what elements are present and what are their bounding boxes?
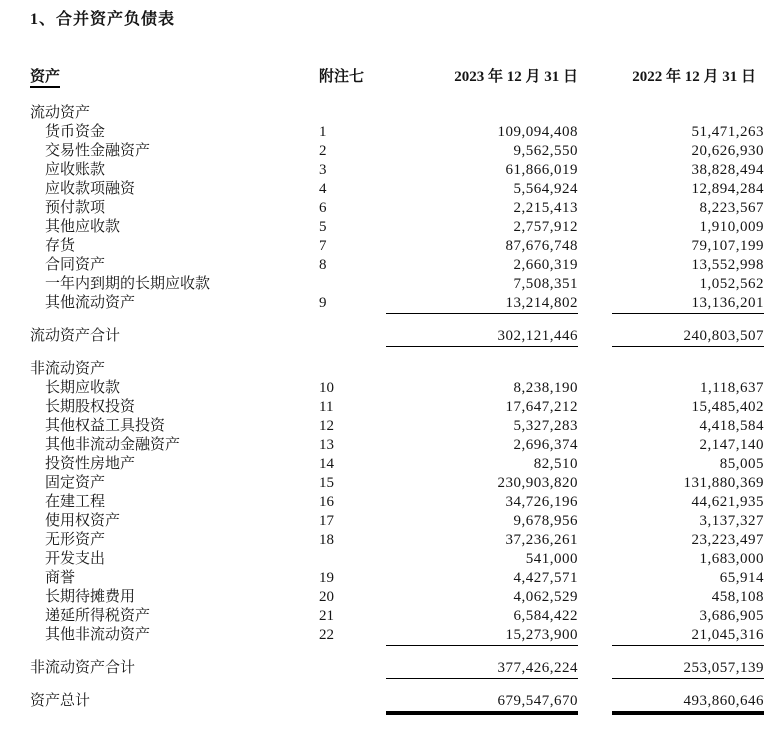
value-2022-cell: [578, 256, 764, 275]
value-2023-cell: [365, 659, 578, 679]
value-2023: 2,660,319: [513, 257, 578, 273]
value-2022: 458,108: [711, 589, 764, 605]
value-2022-cell: [578, 379, 764, 398]
value-2022: 44,621,935: [691, 494, 764, 510]
value-2022: 12,894,284: [691, 181, 764, 197]
value-2023: 2,696,374: [513, 437, 578, 453]
note-number: [315, 275, 365, 294]
value-2022: 1,052,562: [699, 276, 764, 292]
row-label: 其他流动资产: [45, 295, 136, 311]
value-2022-cell: [578, 161, 764, 180]
note-number: 7: [319, 238, 327, 254]
table-row: [30, 199, 764, 218]
table-header-row: [30, 66, 764, 88]
table-row: [30, 123, 764, 142]
row-label: 固定资产: [45, 475, 106, 491]
row-label: 应收账款: [45, 162, 106, 178]
row-label: 其他应收款: [45, 219, 121, 235]
row-label: 在建工程: [45, 494, 106, 510]
value-2022: 1,910,009: [699, 219, 764, 235]
column-header-2023: 2023 年 12 月 31 日: [454, 69, 578, 85]
value-2023: 679,547,670: [386, 692, 578, 715]
table-row: [30, 531, 764, 550]
value-2023: 87,676,748: [505, 238, 578, 254]
value-2022-cell: [578, 199, 764, 218]
note-number: 18: [319, 532, 334, 548]
row-label: 投资性房地产: [45, 456, 136, 472]
note-number: 9: [319, 295, 327, 311]
column-header-assets: 资产: [30, 69, 60, 88]
note-number: 5: [319, 219, 327, 235]
total-row: [30, 659, 764, 678]
row-label: 应收款项融资: [45, 181, 136, 197]
value-2023: 5,564,924: [513, 181, 578, 197]
row-label: 非流动资产合计: [30, 660, 136, 676]
value-2022-cell: [578, 607, 764, 626]
value-2023: 13,214,802: [386, 294, 578, 314]
value-2022: 3,137,327: [699, 513, 764, 529]
value-2023-cell: [365, 398, 578, 417]
row-label: 交易性金融资产: [45, 143, 151, 159]
value-2022-cell: [578, 455, 764, 474]
value-2022: [612, 360, 764, 379]
column-header-assets-cell: [30, 66, 315, 88]
value-2023-cell: [365, 531, 578, 550]
value-2022: 1,118,637: [700, 380, 764, 396]
table-row: [30, 626, 764, 645]
note-number: [315, 327, 365, 347]
value-2022-cell: [578, 626, 764, 646]
value-2022: 23,223,497: [691, 532, 764, 548]
value-2022-cell: [578, 123, 764, 142]
table-row: [30, 180, 764, 199]
value-2023: 37,236,261: [505, 532, 578, 548]
value-2023: 4,062,529: [513, 589, 578, 605]
value-2023-cell: [365, 692, 578, 715]
note-number: 13: [319, 437, 334, 453]
table-row: [30, 237, 764, 256]
table-body: [30, 104, 764, 711]
value-2022: 20,626,930: [691, 143, 764, 159]
value-2022-cell: [578, 398, 764, 417]
row-label: 商誉: [45, 570, 76, 586]
table-row: [30, 607, 764, 626]
value-2022-cell: [578, 275, 764, 294]
value-2023: 109,094,408: [497, 124, 578, 140]
value-2023: 302,121,446: [386, 327, 578, 347]
row-label: 递延所得税资产: [45, 608, 151, 624]
value-2022-cell: [578, 327, 764, 347]
table-row: [30, 493, 764, 512]
row-label: 其他非流动资产: [45, 627, 151, 643]
value-2023-cell: [365, 550, 578, 569]
value-2023-cell: [365, 417, 578, 436]
value-2022-cell: [578, 659, 764, 679]
value-2022: 85,005: [719, 456, 764, 472]
value-2022: 15,485,402: [691, 399, 764, 415]
row-gap: [30, 313, 764, 327]
value-2022: 253,057,139: [612, 659, 764, 679]
value-2023: 6,584,422: [513, 608, 578, 624]
value-2022-cell: [578, 588, 764, 607]
value-2023: 377,426,224: [386, 659, 578, 679]
value-2023-cell: [365, 379, 578, 398]
value-2023: 15,273,900: [386, 626, 578, 646]
table-row: [30, 398, 764, 417]
value-2022: 65,914: [719, 570, 764, 586]
section-header-row: [30, 360, 764, 379]
value-2022: 2,147,140: [699, 437, 764, 453]
value-2023: 9,562,550: [513, 143, 578, 159]
value-2022-cell: [578, 531, 764, 550]
value-2023-cell: [365, 180, 578, 199]
value-2022-cell: [578, 218, 764, 237]
value-2023: [386, 104, 578, 123]
value-2022: 131,880,369: [683, 475, 764, 491]
note-number: 11: [319, 399, 334, 415]
note-number: 20: [319, 589, 334, 605]
value-2022: 493,860,646: [612, 692, 764, 715]
note-number: [315, 659, 365, 679]
value-2023: 541,000: [525, 551, 578, 567]
total-row: [30, 327, 764, 346]
value-2023-cell: [365, 256, 578, 275]
value-2022-cell: [578, 237, 764, 256]
table-row: [30, 379, 764, 398]
row-label: 长期股权投资: [45, 399, 136, 415]
value-2023-cell: [365, 142, 578, 161]
row-label: 资产总计: [30, 693, 91, 709]
value-2023-cell: [365, 218, 578, 237]
table-row: [30, 256, 764, 275]
note-number: 22: [319, 627, 334, 643]
note-number: 19: [319, 570, 334, 586]
column-header-2022: 2022 年 12 月 31 日: [632, 69, 756, 85]
value-2022-cell: [578, 180, 764, 199]
value-2023-cell: [365, 327, 578, 347]
value-2023-cell: [365, 607, 578, 626]
note-number: 17: [319, 513, 334, 529]
value-2023: 61,866,019: [505, 162, 578, 178]
value-2022-cell: [578, 142, 764, 161]
value-2023-cell: [365, 199, 578, 218]
page-title: 1、合并资产负债表: [30, 11, 176, 28]
value-2023-cell: [365, 455, 578, 474]
value-2022: 38,828,494: [691, 162, 764, 178]
note-number: 6: [319, 200, 327, 216]
value-2023: 2,757,912: [513, 219, 578, 235]
row-label: 合同资产: [45, 257, 106, 273]
value-2022-cell: [578, 550, 764, 569]
row-label: 预付款项: [45, 200, 106, 216]
value-2022-cell: [578, 512, 764, 531]
value-2023-cell: [365, 294, 578, 314]
table-row: [30, 455, 764, 474]
row-label: 流动资产合计: [30, 328, 121, 344]
note-number: 15: [319, 475, 334, 491]
value-2022-cell: [578, 493, 764, 512]
value-2023-cell: [365, 588, 578, 607]
note-number: 16: [319, 494, 334, 510]
row-gap: [30, 346, 764, 360]
row-label: 存货: [45, 238, 76, 254]
value-2023: 5,327,283: [513, 418, 578, 434]
table-row: [30, 436, 764, 455]
value-2022: 51,471,263: [691, 124, 764, 140]
value-2022: 21,045,316: [612, 626, 764, 646]
note-number: 4: [319, 181, 327, 197]
value-2023: 9,678,956: [513, 513, 578, 529]
value-2023-cell: [365, 626, 578, 646]
row-gap: [30, 678, 764, 692]
note-number: 1: [319, 124, 327, 140]
value-2022: 3,686,905: [699, 608, 764, 624]
total-row: [30, 692, 764, 711]
value-2022: 13,136,201: [612, 294, 764, 314]
value-2022: [612, 104, 764, 123]
row-label: 无形资产: [45, 532, 106, 548]
value-2023: 2,215,413: [513, 200, 578, 216]
value-2023: [386, 360, 578, 379]
table-row: [30, 588, 764, 607]
row-label: 长期待摊费用: [45, 589, 136, 605]
table-row: [30, 294, 764, 313]
value-2022-cell: [578, 436, 764, 455]
value-2023-cell: [365, 161, 578, 180]
row-label: 流动资产: [30, 105, 91, 121]
table-row: [30, 417, 764, 436]
value-2023: 34,726,196: [505, 494, 578, 510]
table-row: [30, 550, 764, 569]
note-number: 14: [319, 456, 334, 472]
value-2023-cell: [365, 569, 578, 588]
row-label: 货币资金: [45, 124, 106, 140]
value-2022: 13,552,998: [691, 257, 764, 273]
value-2022: 240,803,507: [612, 327, 764, 347]
note-number: 8: [319, 257, 327, 273]
value-2023-cell: [365, 237, 578, 256]
value-2022: 8,223,567: [699, 200, 764, 216]
row-label: 长期应收款: [45, 380, 121, 396]
note-number: [315, 692, 365, 715]
table-row: [30, 218, 764, 237]
table-row: [30, 161, 764, 180]
value-2023-cell: [365, 493, 578, 512]
value-2022: 1,683,000: [699, 551, 764, 567]
value-2023: 8,238,190: [513, 380, 578, 396]
column-header-note: 附注七: [319, 69, 365, 85]
note-number: 3: [319, 162, 327, 178]
section-header-row: [30, 104, 764, 123]
value-2023-cell: [365, 123, 578, 142]
value-2022-cell: [578, 474, 764, 493]
note-number: 12: [319, 418, 334, 434]
note-number: 2: [319, 143, 327, 159]
note-number: [315, 550, 365, 569]
value-2022-cell: [578, 417, 764, 436]
value-2023: 7,508,351: [513, 276, 578, 292]
value-2023-cell: [365, 436, 578, 455]
note-number: 10: [319, 380, 334, 396]
row-gap: [30, 645, 764, 659]
note-number: 21: [319, 608, 334, 624]
value-2023: 82,510: [533, 456, 578, 472]
value-2022-cell: [578, 294, 764, 314]
value-2022-cell: [578, 692, 764, 715]
value-2022: 4,418,584: [699, 418, 764, 434]
table-row: [30, 474, 764, 493]
value-2023: 230,903,820: [497, 475, 578, 491]
value-2022: 79,107,199: [691, 238, 764, 254]
row-label: 开发支出: [45, 551, 106, 567]
table-row: [30, 512, 764, 531]
row-label: 其他非流动金融资产: [45, 437, 181, 453]
row-label: 非流动资产: [30, 361, 106, 377]
row-label: 其他权益工具投资: [45, 418, 166, 434]
row-label: 一年内到期的长期应收款: [45, 276, 211, 292]
table-row: [30, 142, 764, 161]
table-row: [30, 275, 764, 294]
row-label: 使用权资产: [45, 513, 121, 529]
value-2023-cell: [365, 474, 578, 493]
value-2023-cell: [365, 275, 578, 294]
value-2022-cell: [578, 569, 764, 588]
table-row: [30, 569, 764, 588]
value-2023: 17,647,212: [505, 399, 578, 415]
value-2023-cell: [365, 512, 578, 531]
value-2023: 4,427,571: [513, 570, 578, 586]
